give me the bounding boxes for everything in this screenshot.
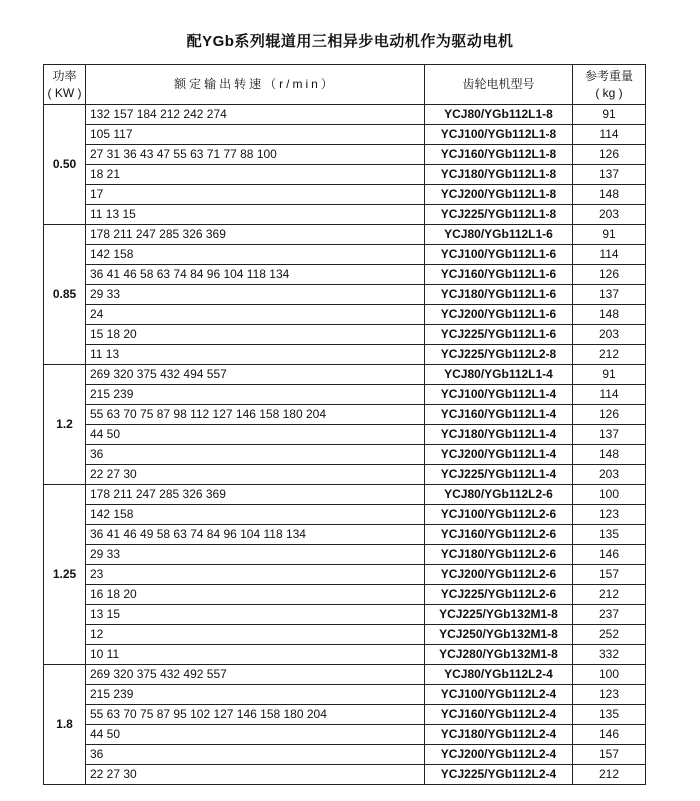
weight-cell: 148: [573, 445, 646, 465]
model-cell: YCJ280/YGb132M1-8: [425, 645, 573, 665]
speeds-cell: 55 63 70 75 87 98 112 127 146 158 180 204: [86, 405, 425, 425]
speeds-cell: 27 31 36 43 47 55 63 71 77 88 100: [86, 145, 425, 165]
speeds-cell: 269 320 375 432 494 557: [86, 365, 425, 385]
weight-cell: 126: [573, 405, 646, 425]
table-row: [44, 145, 646, 165]
model-cell: YCJ180/YGb112L1-4: [425, 425, 573, 445]
weight-cell: 212: [573, 345, 646, 365]
header-weight-line2: ( kg ): [595, 85, 623, 100]
weight-cell: 100: [573, 485, 646, 505]
weight-cell: 148: [573, 305, 646, 325]
model-cell: YCJ100/YGb112L2-6: [425, 505, 573, 525]
speeds-cell: 55 63 70 75 87 95 102 127 146 158 180 204: [86, 705, 425, 725]
table-row: [44, 605, 646, 625]
table-row: [44, 205, 646, 225]
model-cell: YCJ80/YGb112L1-8: [425, 105, 573, 125]
model-cell: YCJ160/YGb112L2-4: [425, 705, 573, 725]
page-title: 配YGb系列辊道用三相异步电动机作为驱动电机: [186, 33, 514, 50]
speeds-cell: 22 27 30: [86, 765, 425, 785]
header-speed: 额定输出转速（r/min）: [86, 65, 425, 105]
model-cell: YCJ180/YGb112L1-8: [425, 165, 573, 185]
model-cell: YCJ200/YGb112L1-8: [425, 185, 573, 205]
model-cell: YCJ200/YGb112L2-6: [425, 565, 573, 585]
weight-cell: 100: [573, 665, 646, 685]
speeds-cell: 142 158: [86, 505, 425, 525]
speeds-cell: 215 239: [86, 685, 425, 705]
speeds-cell: 17: [86, 185, 425, 205]
weight-cell: 126: [573, 265, 646, 285]
speeds-cell: 142 158: [86, 245, 425, 265]
speeds-cell: 18 21: [86, 165, 425, 185]
table-row: [44, 485, 646, 505]
power-cell: 1.25: [44, 485, 86, 665]
model-cell: YCJ225/YGb112L2-6: [425, 585, 573, 605]
model-cell: YCJ80/YGb112L2-4: [425, 665, 573, 685]
table-row: [44, 445, 646, 465]
weight-cell: 135: [573, 525, 646, 545]
weight-cell: 114: [573, 245, 646, 265]
table-row: [44, 765, 646, 785]
model-cell: YCJ100/YGb112L1-6: [425, 245, 573, 265]
power-cell: 0.85: [44, 225, 86, 365]
table-row: [44, 565, 646, 585]
weight-cell: 252: [573, 625, 646, 645]
weight-cell: 203: [573, 205, 646, 225]
table-row: [44, 625, 646, 645]
weight-cell: 91: [573, 365, 646, 385]
motor-spec-table: [43, 64, 646, 785]
speeds-cell: 16 18 20: [86, 585, 425, 605]
speeds-cell: 29 33: [86, 285, 425, 305]
model-cell: YCJ80/YGb112L2-6: [425, 485, 573, 505]
weight-cell: 212: [573, 765, 646, 785]
table-row: [44, 745, 646, 765]
weight-cell: 212: [573, 585, 646, 605]
weight-cell: 114: [573, 125, 646, 145]
power-cell: 0.50: [44, 105, 86, 225]
table-row: [44, 125, 646, 145]
model-cell: YCJ225/YGb112L2-8: [425, 345, 573, 365]
speeds-cell: 22 27 30: [86, 465, 425, 485]
power-cell: 1.2: [44, 365, 86, 485]
weight-cell: 157: [573, 745, 646, 765]
speeds-cell: 11 13: [86, 345, 425, 365]
weight-cell: 137: [573, 165, 646, 185]
table-row: [44, 265, 646, 285]
table-row: [44, 665, 646, 685]
header-weight-line1: 参考重量: [584, 68, 633, 83]
speeds-cell: 12: [86, 625, 425, 645]
speeds-cell: 132 157 184 212 242 274: [86, 105, 425, 125]
weight-cell: 123: [573, 685, 646, 705]
table-row: [44, 385, 646, 405]
table-row: [44, 185, 646, 205]
weight-cell: 146: [573, 545, 646, 565]
header-power: [44, 65, 86, 105]
table-row: [44, 225, 646, 245]
weight-cell: 126: [573, 145, 646, 165]
table-row: [44, 465, 646, 485]
weight-cell: 137: [573, 425, 646, 445]
model-cell: YCJ100/YGb112L1-8: [425, 125, 573, 145]
model-cell: YCJ160/YGb112L2-6: [425, 525, 573, 545]
speeds-cell: 13 15: [86, 605, 425, 625]
speeds-cell: 36: [86, 445, 425, 465]
speeds-cell: 178 211 247 285 326 369: [86, 485, 425, 505]
weight-cell: 135: [573, 705, 646, 725]
weight-cell: 91: [573, 225, 646, 245]
speeds-cell: 11 13 15: [86, 205, 425, 225]
speeds-cell: 23: [86, 565, 425, 585]
speeds-cell: 36: [86, 745, 425, 765]
model-cell: YCJ250/YGb132M1-8: [425, 625, 573, 645]
model-cell: YCJ160/YGb112L1-6: [425, 265, 573, 285]
table-body: [44, 105, 646, 785]
speeds-cell: 215 239: [86, 385, 425, 405]
table-row: [44, 425, 646, 445]
model-cell: YCJ180/YGb112L2-4: [425, 725, 573, 745]
speeds-cell: 178 211 247 285 326 369: [86, 225, 425, 245]
weight-cell: 148: [573, 185, 646, 205]
weight-cell: 137: [573, 285, 646, 305]
table-row: [44, 285, 646, 305]
model-cell: YCJ160/YGb112L1-4: [425, 405, 573, 425]
table-row: [44, 105, 646, 125]
weight-cell: 203: [573, 325, 646, 345]
weight-cell: 123: [573, 505, 646, 525]
model-cell: YCJ200/YGb112L2-4: [425, 745, 573, 765]
model-cell: YCJ80/YGb112L1-4: [425, 365, 573, 385]
speeds-cell: 29 33: [86, 545, 425, 565]
header-power-line1: 功率: [52, 68, 77, 83]
table-row: [44, 545, 646, 565]
model-cell: YCJ225/YGb112L1-6: [425, 325, 573, 345]
weight-cell: 332: [573, 645, 646, 665]
table-row: [44, 525, 646, 545]
weight-cell: 146: [573, 725, 646, 745]
header-power-line2: ( KW ): [47, 85, 82, 100]
speeds-cell: 269 320 375 432 492 557: [86, 665, 425, 685]
model-cell: YCJ160/YGb112L1-8: [425, 145, 573, 165]
model-cell: YCJ225/YGb112L1-4: [425, 465, 573, 485]
table-row: [44, 505, 646, 525]
table-row: [44, 365, 646, 385]
table-row: [44, 685, 646, 705]
header-weight: [573, 65, 646, 105]
table-row: [44, 645, 646, 665]
table-row: [44, 705, 646, 725]
speeds-cell: 15 18 20: [86, 325, 425, 345]
model-cell: YCJ180/YGb112L1-6: [425, 285, 573, 305]
table-row: [44, 345, 646, 365]
model-cell: YCJ100/YGb112L2-4: [425, 685, 573, 705]
model-cell: YCJ180/YGb112L2-6: [425, 545, 573, 565]
speeds-cell: 24: [86, 305, 425, 325]
model-cell: YCJ200/YGb112L1-4: [425, 445, 573, 465]
speeds-cell: 44 50: [86, 725, 425, 745]
weight-cell: 157: [573, 565, 646, 585]
table-row: [44, 325, 646, 345]
speeds-cell: 10 11: [86, 645, 425, 665]
table-row: [44, 725, 646, 745]
table-row: [44, 405, 646, 425]
weight-cell: 203: [573, 465, 646, 485]
model-cell: YCJ225/YGb112L2-4: [425, 765, 573, 785]
speeds-cell: 105 117: [86, 125, 425, 145]
power-cell: 1.8: [44, 665, 86, 785]
table-row: [44, 585, 646, 605]
model-cell: YCJ225/YGb112L1-8: [425, 205, 573, 225]
header-model: 齿轮电机型号: [425, 65, 573, 105]
weight-cell: 91: [573, 105, 646, 125]
table-header: [44, 65, 646, 105]
speeds-cell: 44 50: [86, 425, 425, 445]
table-row: [44, 305, 646, 325]
model-cell: YCJ100/YGb112L1-4: [425, 385, 573, 405]
speeds-cell: 36 41 46 58 63 74 84 96 104 118 134: [86, 265, 425, 285]
weight-cell: 237: [573, 605, 646, 625]
speeds-cell: 36 41 46 49 58 63 74 84 96 104 118 134: [86, 525, 425, 545]
table-row: [44, 245, 646, 265]
model-cell: YCJ225/YGb132M1-8: [425, 605, 573, 625]
table-row: [44, 165, 646, 185]
model-cell: YCJ200/YGb112L1-6: [425, 305, 573, 325]
weight-cell: 114: [573, 385, 646, 405]
model-cell: YCJ80/YGb112L1-6: [425, 225, 573, 245]
